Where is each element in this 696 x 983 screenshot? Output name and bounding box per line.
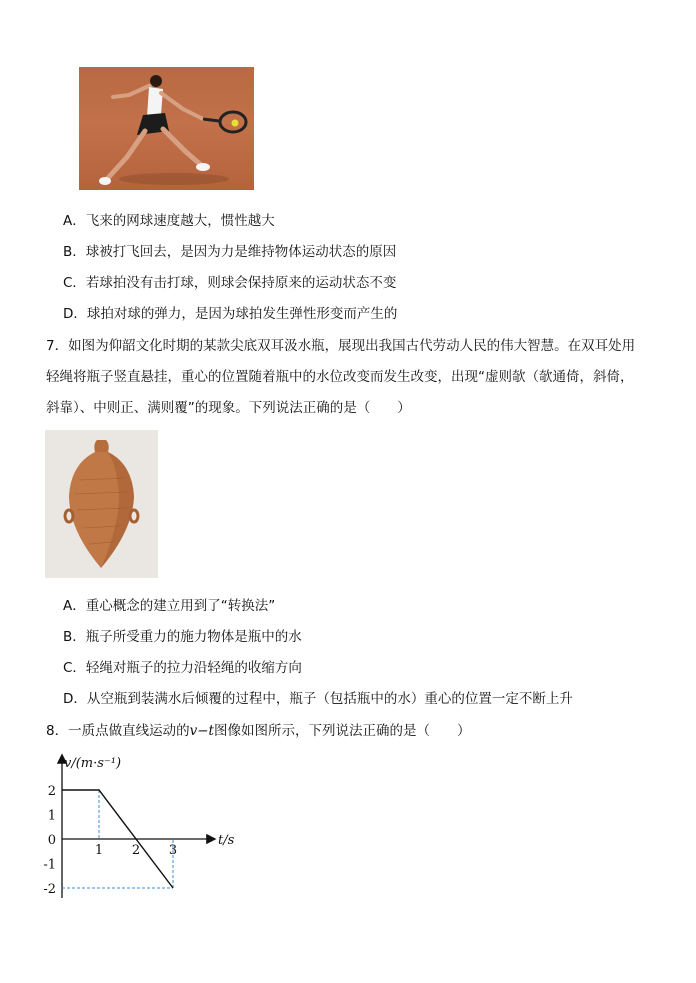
x-tick-label: 2 bbox=[131, 843, 141, 858]
q6-option-a: A．飞来的网球速度越大，惯性越大 bbox=[63, 213, 275, 229]
q6-option-c: C．若球拍没有击打球，则球会保持原来的运动状态不变 bbox=[63, 275, 397, 291]
q6-option-d: D．球拍对球的弹力，是因为球拍发生弹性形变而产生的 bbox=[63, 306, 398, 322]
y-tick-label: -1 bbox=[43, 857, 56, 873]
q7-option-c: C．轻绳对瓶子的拉力沿轻绳的收缩方向 bbox=[63, 660, 302, 676]
x-tick-label: 1 bbox=[94, 843, 104, 858]
q8-stem bbox=[46, 719, 470, 739]
q7-stem-line2: 轻绳将瓶子竖直悬挂，重心的位置随着瓶中的水位改变而发生改变，出现“虚则欹（欹通倚，斜倚， bbox=[46, 369, 634, 385]
q7-stem-line1: 7．如图为仰韶文化时期的某款尖底双耳汲水瓶，展现出我国古代劳动人民的伟大智慧。在双耳处用 bbox=[46, 338, 636, 354]
q7-stem-line3: 斜靠）、中则正、满则覆”的现象。下列说法正确的是（ ） bbox=[46, 400, 411, 416]
q7-option-d: D．从空瓶到装满水后倾覆的过程中，瓶子（包括瓶中的水）重心的位置一定不断上升 bbox=[63, 691, 573, 707]
q7-option-b: B．瓶子所受重力的施力物体是瓶中的水 bbox=[63, 629, 302, 645]
q8-stem-prefix: 8．一质点做直线运动的 bbox=[46, 723, 190, 739]
y-tick-label: 0 bbox=[47, 833, 56, 848]
q6-option-b: B．球被打飞回去，是因为力是维持物体运动状态的原因 bbox=[63, 244, 397, 260]
y-tick-label: 1 bbox=[47, 808, 56, 824]
tennis-player-photo bbox=[79, 67, 254, 190]
y-tick-label: -2 bbox=[43, 882, 56, 897]
y-axis-label: v/(m·s⁻¹) bbox=[64, 756, 122, 771]
y-tick-label: 2 bbox=[47, 784, 56, 799]
q7-option-a: A．重心概念的建立用到了“转换法” bbox=[63, 598, 276, 614]
vt-graph bbox=[30, 750, 250, 910]
tennis-player-figure bbox=[79, 67, 254, 190]
pointed-bottom-vase-figure bbox=[45, 430, 158, 578]
pottery-vase-photo bbox=[45, 430, 158, 578]
q8-stem-suffix: 图像如图所示，下列说法正确的是（ ） bbox=[213, 723, 471, 739]
x-axis-label: t/s bbox=[218, 833, 235, 848]
q8-vt-symbol: v−t bbox=[189, 723, 214, 739]
x-tick-label: 3 bbox=[168, 843, 178, 858]
